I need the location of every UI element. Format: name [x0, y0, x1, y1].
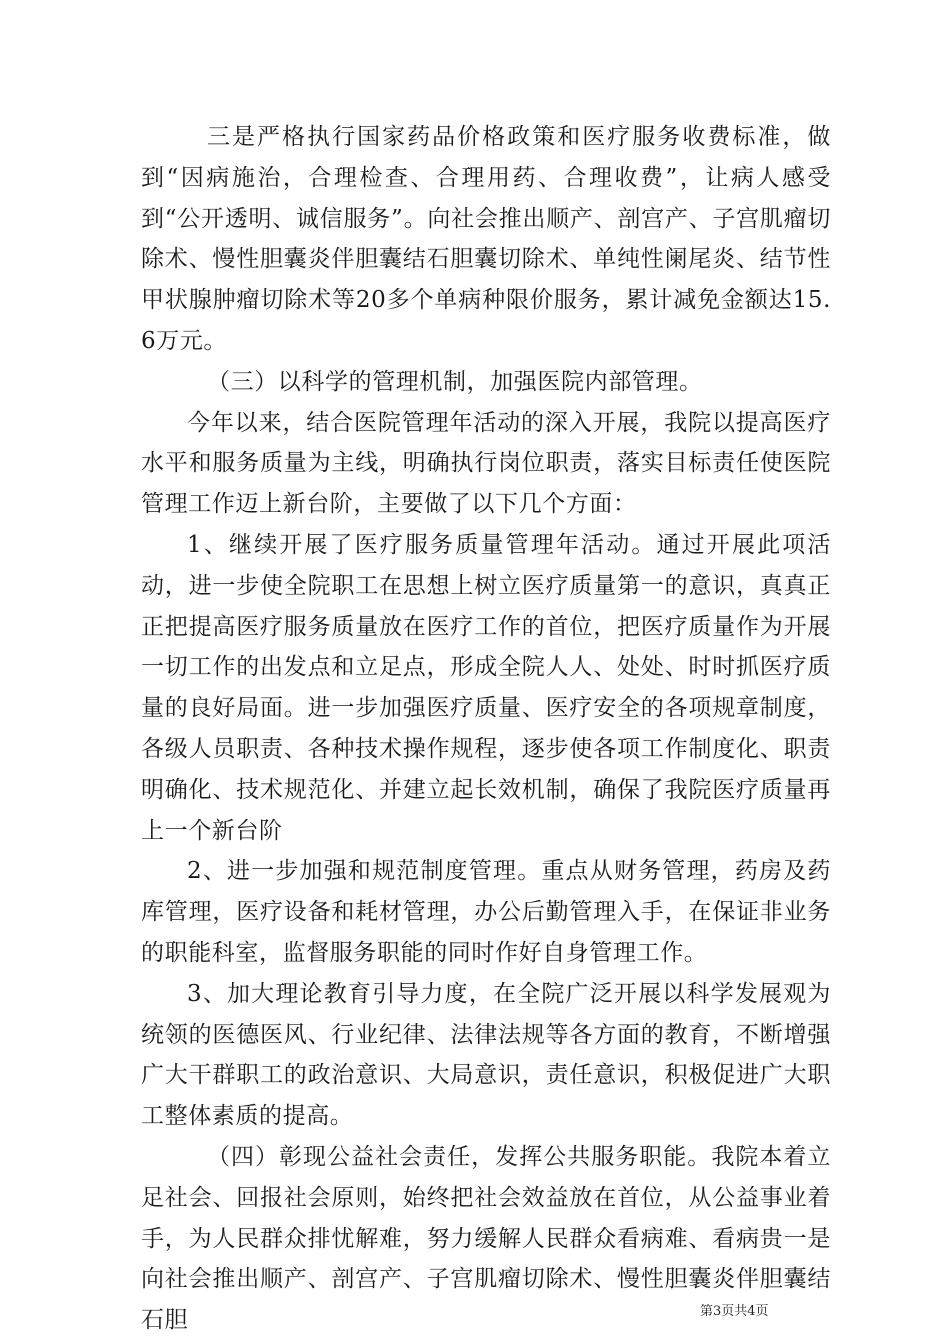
paragraph-item-1: 1、继续开展了医疗服务质量管理年活动。通过开展此项活动，进一步使全院职工在思想上树立医疗质量第一的意识，真真正正把提高医疗服务质量放在医疗工作的首位，把医疗质量作为开展一切工作的出发点和立足点，形成全院人人、处处、时时抓医疗质量的良好局面。进一步加强医疗质量、医疗安全的各项规章制度，各级人员职责、各种技术操作规程，逐步使各项工作制度化、职责明确化、技术规范化、并建立起长效机制，确保了我院医疗质量再上一个新台阶 — [141, 531, 831, 844]
paragraph-public-welfare: （四）彰现公益社会责任，发挥公共服务职能。我院本着立足社会、回报社会原则，始终把社会效益放在首位，从公益事业着手，为人民群众排忧解难，努力缓解人民群众看病难、看病贵一是向社会推出顺产、剖宫产、子宫肌瘤切除术、慢性胆囊炎伴胆囊结石胆 — [141, 1143, 831, 1334]
paragraph-item-2: 2、进一步加强和规范制度管理。重点从财务管理，药房及药库管理，医疗设备和耗材管理，办公后勤管理入手，在保证非业务的职能科室，监督服务职能的同时作好自身管理工作。 — [141, 858, 831, 966]
paragraph-price-policy: 三是严格执行国家药品价格政策和医疗服务收费标准，做到“因病施治，合理检查、合理用药、合理收费”，让病人感受到“公开透明、诚信服务”。向社会推出顺产、剖宫产、子宫肌瘤切除术、慢性胆囊炎伴胆囊结石胆囊切除术、单纯性阑尾炎、结节性甲状腺肿瘤切除术等20多个单病种限价服务，累计减免金额达15.6万元。 — [141, 124, 831, 354]
section-heading-management: （三）以科学的管理机制，加强医院内部管理。 — [207, 368, 703, 395]
paragraph-management-intro: 今年以来，结合医院管理年活动的深入开展，我院以提高医疗水平和服务质量为主线，明确执行岗位职责，落实目标责任使医院管理工作迈上新台阶，主要做了以下几个方面： — [141, 409, 831, 518]
document-body — [141, 117, 831, 1341]
paragraph-item-3: 3、加大理论教育引导力度，在全院广泛开展以科学发展观为统领的医德医风、行业纪律、法律法规等各方面的教育，不断增强广大干群职工的政治意识、大局意识，责任意识，积极促进广大职工整体素质的提高。 — [141, 980, 831, 1130]
page-number: 第3页共4页 — [700, 1304, 769, 1319]
